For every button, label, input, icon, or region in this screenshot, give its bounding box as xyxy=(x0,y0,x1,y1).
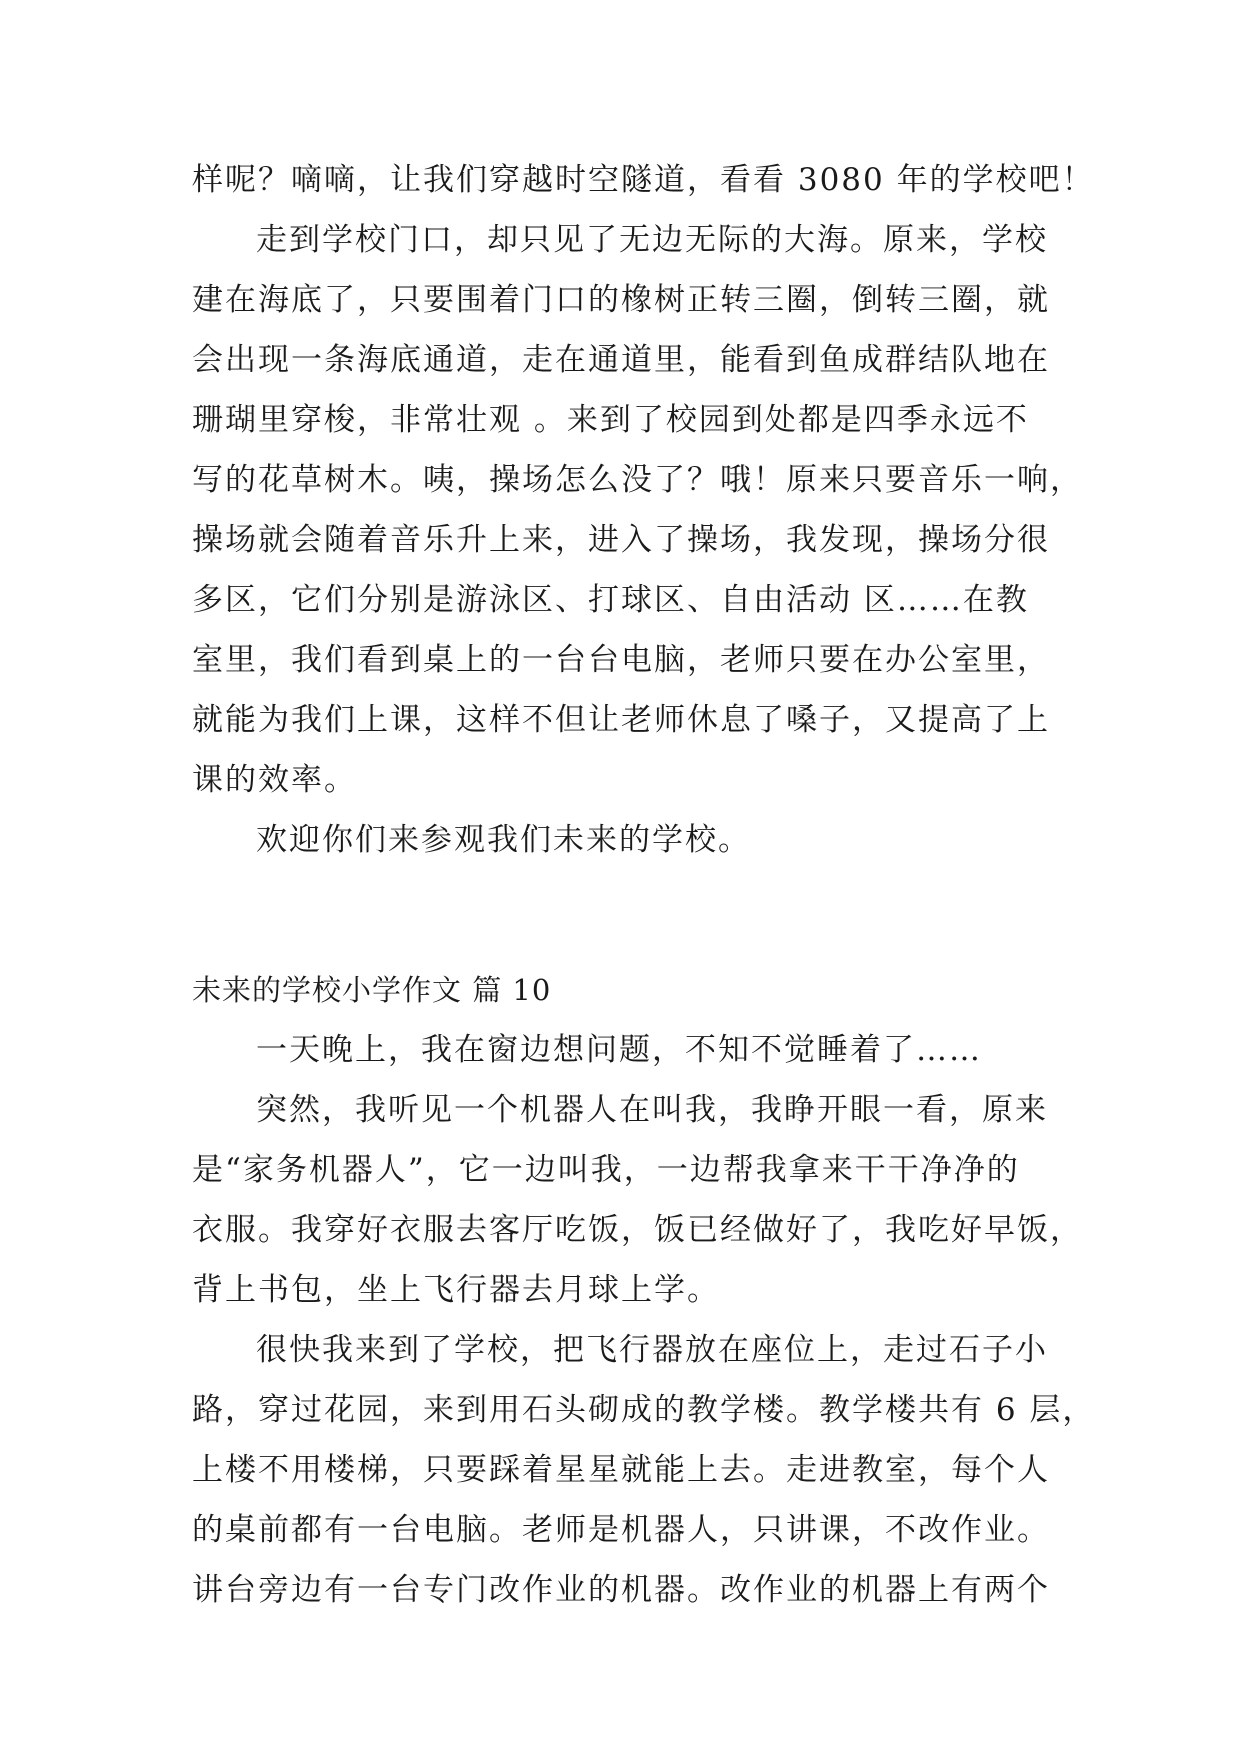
text-line: 是“家务机器人”，它一边叫我，一边帮我拿来干干净净的 xyxy=(192,1152,1020,1188)
text-line: 操场就会随着音乐升上来，进入了操场，我发现，操场分很 xyxy=(192,522,1050,558)
section-2 xyxy=(192,960,1096,1620)
section-heading: 未来的学校小学作文 篇 10 xyxy=(192,973,552,1007)
text-line: 珊瑚里穿梭，非常壮观 。来到了校园到处都是四季永远不 xyxy=(192,402,1029,438)
text-line: 衣服。我穿好衣服去客厅吃饭，饭已经做好了，我吃好早饭， xyxy=(192,1212,1083,1248)
text-line: 就能为我们上课，这样不但让老师休息了嗓子，又提高了上 xyxy=(192,702,1050,738)
document-page xyxy=(192,150,1096,1620)
text-line: 会出现一条海底通道，走在通道里，能看到鱼成群结队地在 xyxy=(192,342,1050,378)
text-line: 讲台旁边有一台专门改作业的机器。改作业的机器上有两个 xyxy=(192,1572,1050,1608)
text-line: 路，穿过花园，来到用石头砌成的教学楼。教学楼共有 6 层， xyxy=(192,1392,1096,1428)
text-line: 背上书包，坐上飞行器去月球上学。 xyxy=(192,1272,720,1308)
text-line: 课的效率。 xyxy=(192,762,357,798)
text-line: 走到学校门口，却只见了无边无际的大海。原来，学校 xyxy=(256,222,1048,258)
text-line: 多区，它们分别是游泳区、打球区、自由活动 区……在教 xyxy=(192,582,1029,618)
text-line: 建在海底了，只要围着门口的橡树正转三圈，倒转三圈，就 xyxy=(192,282,1050,318)
text-line: 的桌前都有一台电脑。老师是机器人，只讲课，不改作业。 xyxy=(192,1512,1050,1548)
text-line: 室里，我们看到桌上的一台台电脑，老师只要在办公室里， xyxy=(192,642,1050,678)
text-line: 上楼不用楼梯，只要踩着星星就能上去。走进教室，每个人 xyxy=(192,1452,1050,1488)
text-line: 写的花草树木。咦，操场怎么没了？哦！原来只要音乐一响， xyxy=(192,462,1083,498)
text-line: 欢迎你们来参观我们未来的学校。 xyxy=(256,822,751,858)
text-line: 很快我来到了学校，把飞行器放在座位上，走过石子小 xyxy=(256,1332,1048,1368)
text-line: 一天晚上，我在窗边想问题，不知不觉睡着了…… xyxy=(256,1032,982,1068)
section-1 xyxy=(192,150,1095,870)
section-gap xyxy=(192,870,1072,960)
text-line: 突然，我听见一个机器人在叫我，我睁开眼一看，原来 xyxy=(256,1092,1048,1128)
text-line: 样呢？嘀嘀，让我们穿越时空隧道，看看 3080 年的学校吧！ xyxy=(192,162,1095,198)
